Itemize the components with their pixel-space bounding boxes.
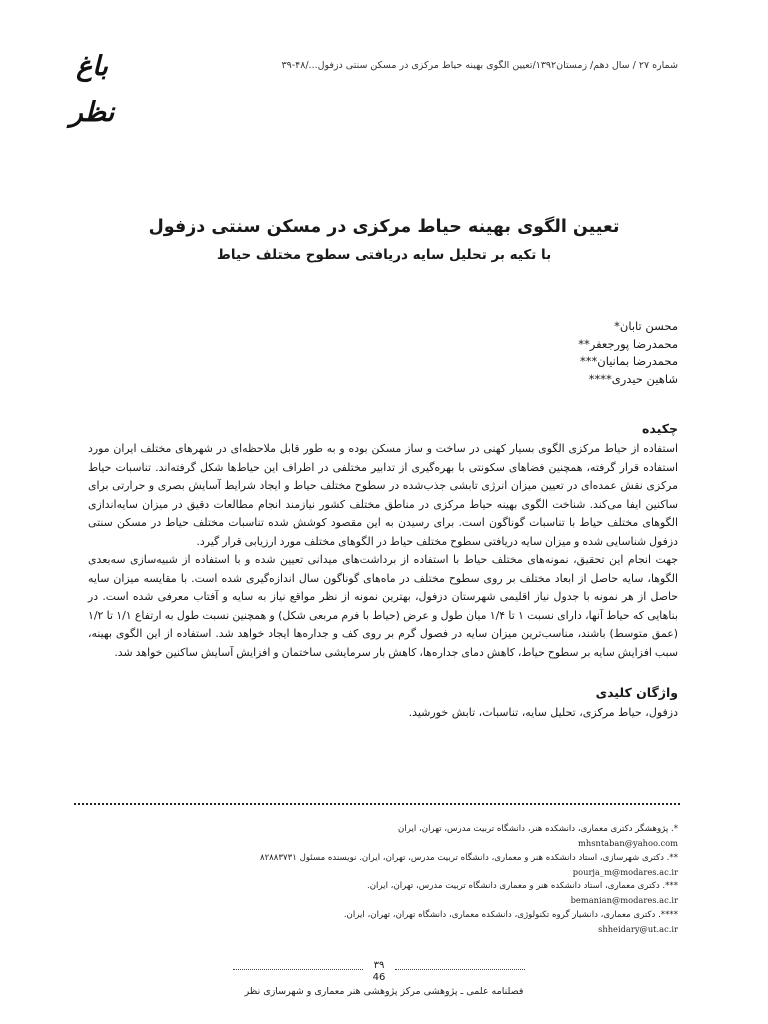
- journal-logo: باغ نظر: [69, 51, 115, 128]
- footnote-affiliation: *. پژوهشگر دکتری معماری، دانشکده هنر، دانشگاه تربیت مدرس، تهران، ایران: [398, 824, 678, 834]
- page-number-latin: 46: [372, 972, 386, 983]
- author-email[interactable]: pourja_m@modares.ac.ir: [572, 866, 678, 877]
- footnote-affiliation: **. دکتری شهرسازی، استاد دانشکده هنر و معماری، دانشگاه تربیت مدرس، تهران، ایران. نویسنده مسئول ۸۲۸۸۳۷۳۱: [259, 852, 678, 863]
- author-email[interactable]: shheidary@ut.ac.ir: [598, 924, 678, 935]
- author-list: [578, 318, 678, 388]
- page-number-persian: ۳۹: [373, 960, 385, 971]
- article-title: تعیین الگوی بهینه حیاط مرکزی در مسکن سنتی دزفول: [148, 217, 620, 237]
- title-block: [70, 212, 698, 266]
- footnote-divider: [74, 803, 680, 805]
- article-subtitle: با تکیه بر تحلیل سایه دریافتی سطوح مختلف حیاط: [216, 247, 552, 263]
- footer-rule-left: [233, 969, 363, 970]
- abstract-paragraph-2: جهت انجام این تحقیق، نمونه‌های مختلف حیاط با استفاده از برداشت‌های میدانی تعیین شده و با استفاده از شبیه‌سازی سه‌بعدی الگوها، سایه حاصل از ابعاد مختلف بر روی سطوح مختلف در ماه‌های گوناگون سال اندازه‌گیری شده است. با مقایسه میزان سایه حاصل از هر نمونه با جدول نیاز اقلیمی شهرستان دزفول، بهترین نمونه از نظر مواقع نیاز به سایه و آفتاب معرفی شده است. در بناهایی که حیاط آنها، دارای نسبت ۱ تا ۱/۴ میان طول و عرض (حیاط با فرم مربعی شکل) و همچنین نسبت طول به ارتفاع ۱/۱ تا ۱/۲ (عمق متوسط) باشند، مناسب‌ترین میزان سایه در فصول گرم بر روی کف و جداره‌ها ایجاد خواهد شد. استفاده از این الگوی بهینه، سبب افزایش سایه بر سطوح حیاط، کاهش دمای جداره‌ها، کاهش بار سرمایشی ساختمان و افزایش آسایش ساکنین خواهد شد.: [88, 553, 678, 659]
- footnote-affiliation: ***. دکتری معماری، استاد دانشکده هنر و معماری دانشگاه تربیت مدرس، تهران، ایران.: [367, 881, 678, 892]
- author-name: محسن تابان*: [614, 319, 678, 333]
- author-name: محمدرضا بمانیان***: [580, 354, 678, 368]
- abstract-paragraph-1: استفاده از حیاط مرکزی الگوی بسیار کهنی در ساخت و ساز مسکن بوده و به طور قابل ملاحظه‌ای در شهرهای مختلف ایران مورد استفاده قرار گرفته، همچنین فضاهای سکونتی با بهره‌گیری از تدابیر مختلفی در اطراف این حیاط‌ها شکل گرفته‌اند. تناسبات حیاط مرکزی نقش عمده‌ای در تعیین میزان انرژی تابشی جذب‌شده در سطوح مختلف حیاط و ایجاد شرایط آسایش بصری و حرارتی برای ساکنین ایفا می‌کند. شناخت الگوی بهینه حیاط مرکزی در مناطق مختلف کشور نیازمند انجام مطالعات دقیق در میزان سایه‌اندازی الگوهای مختلف حیاط با تناسبات گوناگون است. برای رسیدن به این مقصود کوشش شده تناسبات مختلف حیاط در مسکن سنتی دزفول شناسایی شده و میزان سایه دریافتی سطوح مختلف حیاط در الگوهای مختلف مورد ارزیابی قرار گیرد.: [88, 442, 678, 548]
- footnotes: [78, 822, 678, 936]
- author-name: محمدرضا پورجعفر**: [578, 336, 678, 351]
- footer-rule-right: [395, 969, 525, 970]
- running-header: شماره ۲۷ / سال دهم/ زمستان۱۳۹۲/تعیین الگوی بهینه حیاط مرکزی در مسکن سنتی دزفول.../۴۸-۳۹: [281, 60, 678, 71]
- keywords-heading: واژگان کلیدی: [595, 685, 678, 700]
- abstract-section: [88, 420, 678, 662]
- journal-name: فصلنامه علمی ـ پژوهشی مرکز پژوهشی هنر معماری و شهرسازی نظر: [244, 986, 524, 997]
- footnote-affiliation: ****. دکتری معماری، دانشیار گروه تکنولوژی، دانشکده معماری، دانشگاه تهران، تهران، ایران.: [343, 909, 678, 920]
- abstract-heading: چکیده: [642, 421, 678, 436]
- author-email[interactable]: bemanian@modares.ac.ir: [570, 895, 678, 906]
- keywords-text: دزفول، حیاط مرکزی، تحلیل سایه، تناسبات، تابش خورشید.: [408, 706, 678, 719]
- author-name: شاهین حیدری****: [588, 371, 678, 386]
- keywords-section: [88, 684, 678, 722]
- author-email[interactable]: mhsntaban@yahoo.com: [578, 838, 678, 849]
